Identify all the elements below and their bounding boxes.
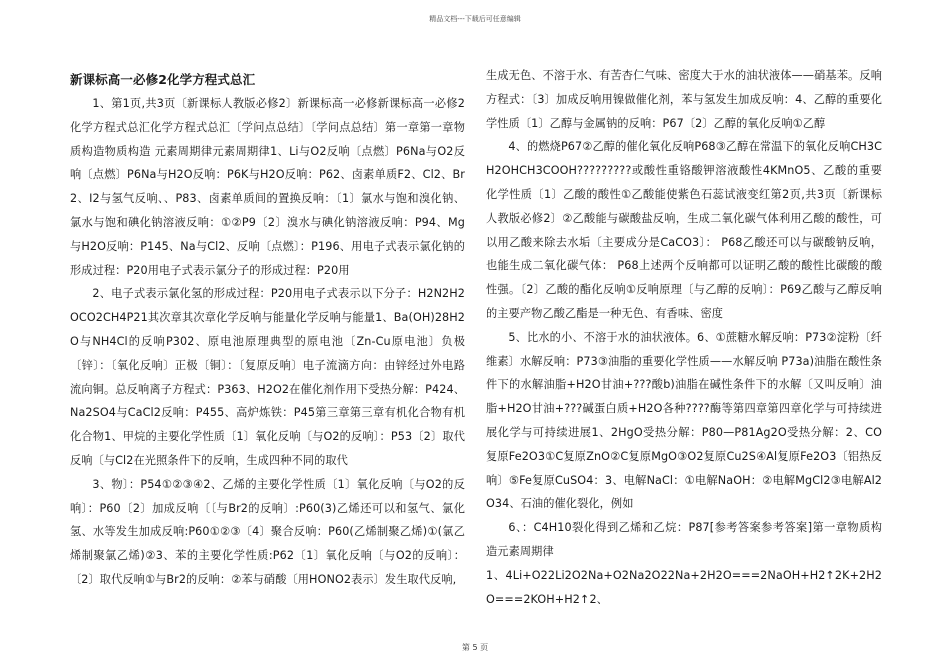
right-column xyxy=(486,64,882,611)
paragraph: 5、比水的小、不溶于水的油状液体。6、①蔗糖水解反响：P73②淀粉〔纤维素〕水解反响：P73③油脂的重要化学性质——水解反响 P73a)油脂在酸性条件下的水解油脂+H2O甘油+???酸b)油脂在碱性条件下的水解〔又叫反响〕油脂+H2O甘油+???碱蛋白质+H2O各种????酶等第四章第四章化学与可持续进展化学与可持续进展1、2HgO受热分解：P80—P81Ag2O受热分解：2、CO复原Fe2O3①C复原ZnO②C复原MgO③O2复原Cu2S④Al复原Fe2O3〔铝热反响〕⑤Fe复原CuSO4：3、电解NaCl：①电解NaOH：②电解MgCl2③电解Al2O34、石油的催化裂化，例如 xyxy=(486,330,882,511)
page-number: 第 5 页 xyxy=(461,643,489,652)
paragraph: 3、物〕：P54①②③④2、乙烯的主要化学性质〔1〕氧化反响〔与O2的反响〕：P60〔2〕加成反响〔〔与Br2的反响〕:P60(3)乙烯还可以和氢气、氯化氢、水等发生加成反响:P60①②③〔4〕聚合反响：P60(乙烯制聚乙烯)①(氯乙烯制聚氯乙烯)②3、苯的主要化学性质:P62〔1〕氧化反响〔与O2的反响〕：〔2〕取代反响①与Br2的反响：②苯与硝酸〔用HONO2表示〕发生取代反响, xyxy=(70,477,465,586)
page-header: 精品文档---下载后可任意编辑 xyxy=(429,15,521,23)
paragraph: 2、电子式表示氯化氢的形成过程：P20用电子式表示以下分子：H2N2H2OCO2CH4P21其次章其次章化学反响与能量化学反响与能量1、Ba(OH)28H2O与NH4Cl的反响P302、原电池原理典型的原电池〔Zn-Cu原电池〕负极〔锌〕：〔氧化反响〕正极〔铜〕：〔复原反响〕电子流滴方向：由锌经过外电路流向铜。总反响离子方程式：P363、H2O2在催化剂作用下受热分解：P424、Na2SO4与CaCl2反响：P455、高炉炼铁：P45第三章第三章有机化合物有机化合物1、甲烷的主要化学性质〔1〕氧化反响〔与O2的反响〕：P53〔2〕取代反响〔与Cl2在光照条件下的反响，生成四种不同的取代 xyxy=(70,287,465,467)
document-title: 新课标高一必修2化学方程式总汇 xyxy=(70,72,256,87)
paragraph: 1、第1页,共3页〔新课标人教版必修2〕新课标高一必修新课标高一必修2化学方程式总汇化学方程式总汇〔学问点总结〕〔学问点总结〕第一章第一章物质构造物质构造 元素周期律元素周期律1、Li与O2反响〔点燃〕P6Na与O2反响〔点燃〕P6Na与H2O反响：P6K与H2O反响：P62、卤素单质F2、Cl2、Br2、I2与氢气反响、、P83、卤素单质间的置换反响：〔1〕氯水与饱和溴化钠、氯水与饱和碘化钠溶液反响：①②P9〔2〕溴水与碘化钠溶液反响：P94、Mg与H2O反响：P145、Na与Cl2、反响〔点燃〕：P196、用电子式表示氯化钠的形成过程：P20用电子式表示氯分子的形成过程：P20用 xyxy=(70,97,465,277)
paragraph: 1、4Li+O22Li2O2Na+O2Na2O22Na+2H2O===2NaOH+H2↑2K+2H2O===2KOH+H2↑2、 xyxy=(486,568,882,606)
paragraph: 4、的燃烧P67②乙醇的催化氧化反响P68③乙醇在常温下的氧化反响CH3CH2OHCH3COOH?????????或酸性重铬酸钾溶液酸性4KMnO5、乙酸的重要化学性质〔1〕乙酸的酸性①乙酸能使紫色石蕊试液变红第2页,共3页〔新课标人教版必修2〕②乙酸能与碳酸盐反响，生成二氧化碳气体利用乙酸的酸性，可以用乙酸来除去水垢〔主要成分是CaCO3〕： P68乙酸还可以与碳酸钠反响，也能生成二氧化碳气体： P68上述两个反响都可以证明乙酸的酸性比碳酸的酸性强。〔2〕乙酸的酯化反响①反响原理〔与乙醇的反响〕：P69乙酸与乙醇反响的主要产物乙酸乙酯是一种无色、有香味、密度 xyxy=(486,140,882,320)
left-column xyxy=(70,64,465,592)
paragraph: 6、：C4H10裂化得到乙烯和乙烷：P87[参考答案参考答案]第一章物质构造元素周期律 xyxy=(486,521,882,558)
paragraph: 生成无色、不溶于水、有苦杏仁气味、密度大于水的油状液体——硝基苯。反响方程式：〔3〕加成反响用镍做催化剂，苯与氢发生加成反响：4、乙醇的重要化学性质〔1〕乙醇与金属钠的反响：P67〔2〕乙醇的氧化反响①乙醇 xyxy=(486,69,882,130)
